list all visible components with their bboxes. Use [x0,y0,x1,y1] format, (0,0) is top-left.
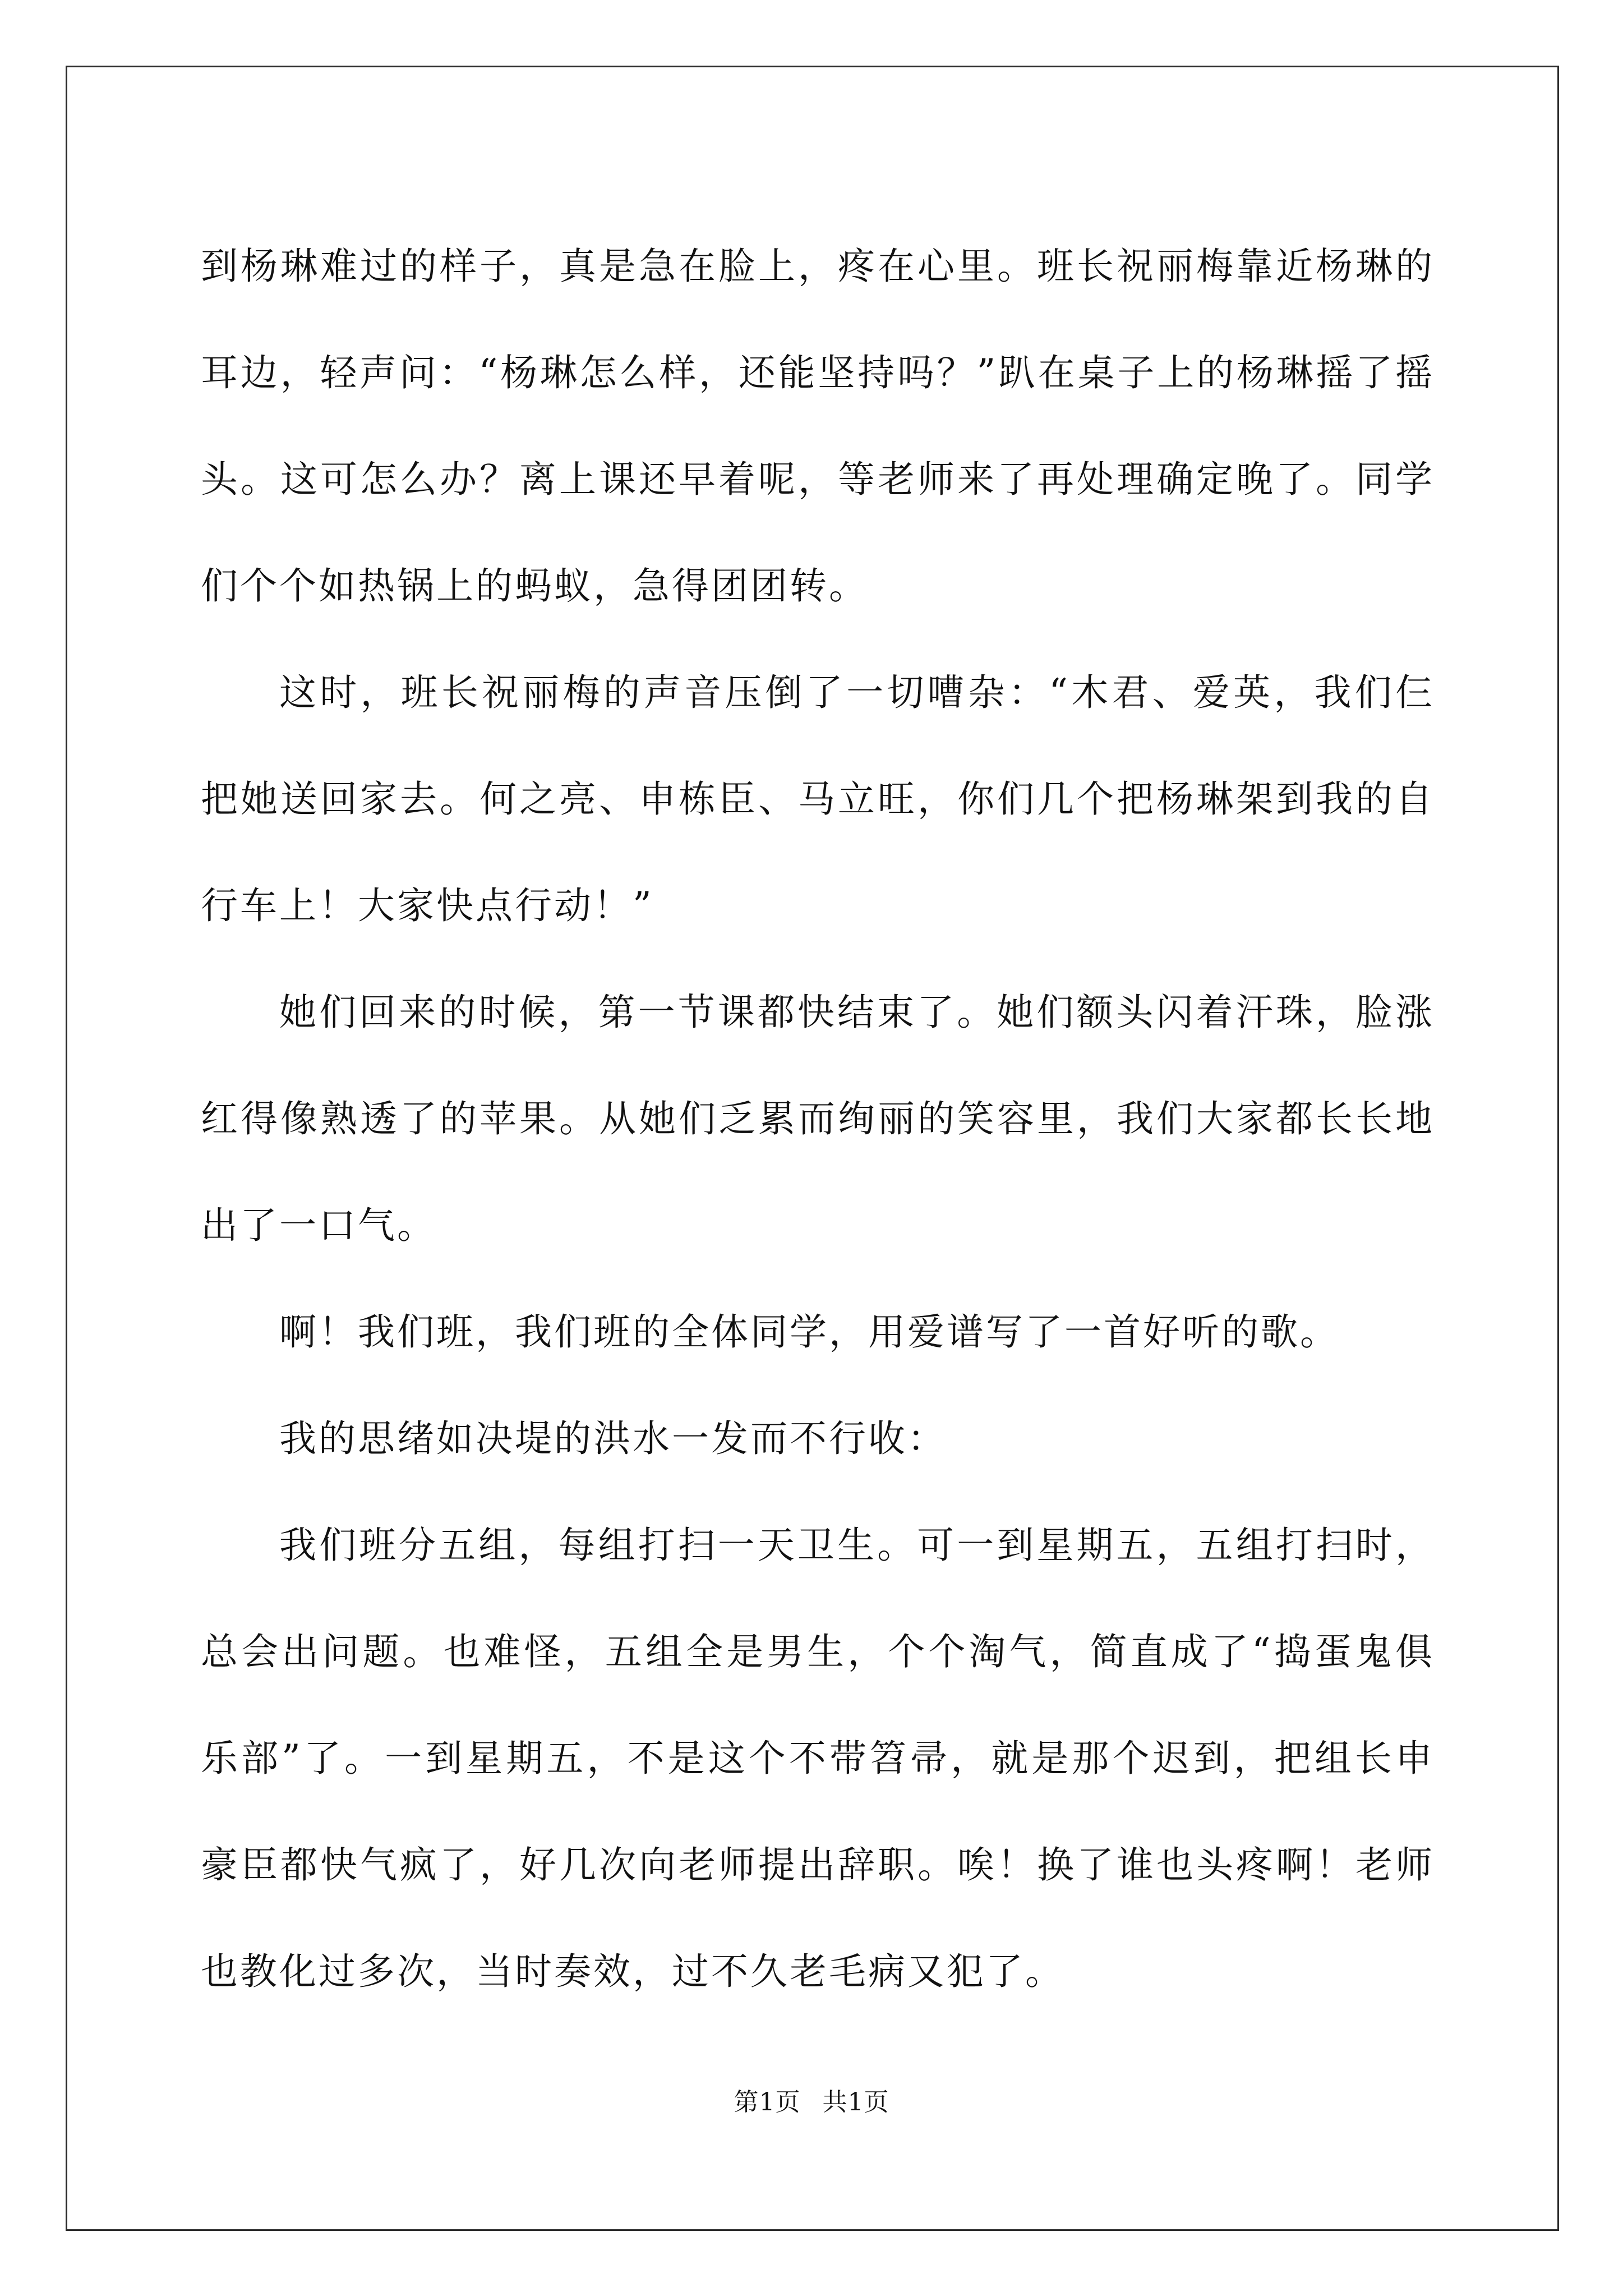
paragraph-3: 她们回来的时候，第一节课都快结束了。她们额头闪着汗珠，脸涨红得像熟透了的苹果。从她们乏累而绚丽的笑容里，我们大家都长长地出了一口气。 [201,991,1435,1247]
page-number-total: 共1页 [822,2088,889,2116]
paragraph-5: 我的思绪如决堤的洪水一发而不行收： [279,1417,947,1460]
document-body [201,213,1435,2025]
paragraph-6: 我们班分五组，每组打扫一天卫生。可一到星期五，五组打扫时，总会出问题。也难怪，五组全是男生，个个淘气，简直成了“捣蛋鬼俱乐部”了。一到星期五，不是这个不带笤帚，就是那个迟到，把组长申豪臣都快气疯了，好几次向老师提出辞职。唉！换了谁也头疼啊！老师也教化过多次，当时奏效，过不久老毛病又犯了。 [201,1524,1435,1993]
paragraph-4: 啊！我们班，我们班的全体同学，用爱谱写了一首好听的歌。 [279,1310,1339,1354]
paragraph-2: 这时，班长祝丽梅的声音压倒了一切嘈杂：“木君、爱英，我们仨把她送回家去。何之亮、申栋臣、马立旺，你们几个把杨琳架到我的自行车上！大家快点行动！” [201,671,1435,927]
page-footer [0,2086,1623,2119]
paragraph-1: 到杨琳难过的样子，真是急在脸上，疼在心里。班长祝丽梅靠近杨琳的耳边，轻声问：“杨琳怎么样，还能坚持吗？”趴在桌子上的杨琳摇了摇头。这可怎么办？离上课还早着呢，等老师来了再处理确定晚了。同学们个个如热锅上的蚂蚁，急得团团转。 [201,245,1435,608]
page-number-current: 第1页 [734,2088,801,2116]
